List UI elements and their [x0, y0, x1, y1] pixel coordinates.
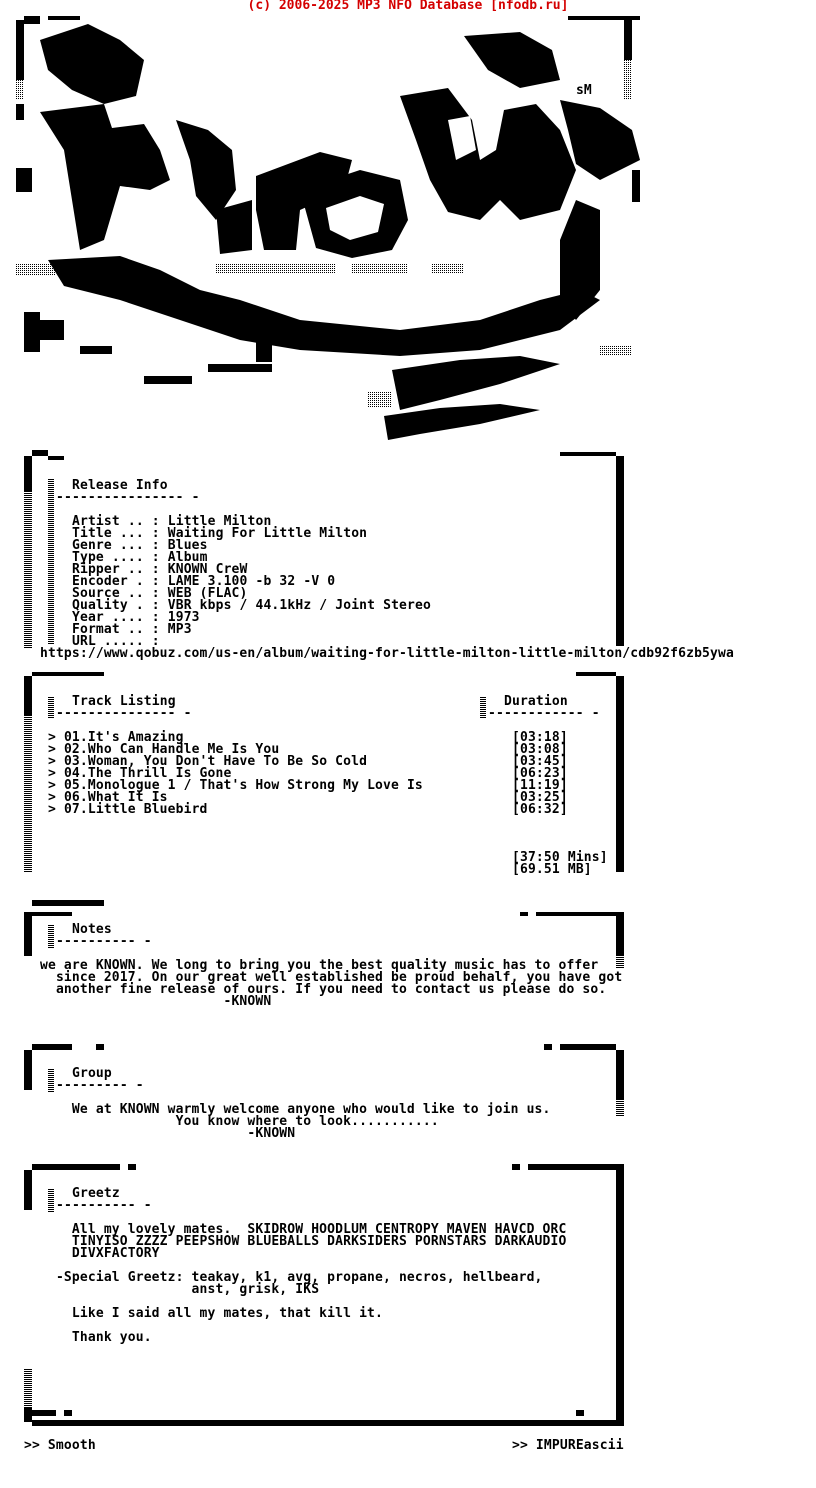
- notes-line: we are KNOWN. We long to bring you the best quality music has to offer: [40, 958, 599, 973]
- track-duration: [03:45]: [512, 754, 568, 769]
- release-label: Ripper .. :: [72, 562, 160, 577]
- release-label: Source .. :: [72, 586, 160, 601]
- group-line: You know where to look...........: [40, 1114, 439, 1129]
- track-title: > 06.What It Is: [48, 790, 168, 805]
- release-label: Artist .. :: [72, 514, 160, 529]
- track-duration: [11:19]: [512, 778, 568, 793]
- logo-letters: [24, 24, 640, 440]
- greetz-line: Like I said all my mates, that kill it.: [40, 1306, 383, 1321]
- release-label: Type .... :: [72, 550, 160, 565]
- release-label: Encoder . :: [72, 574, 160, 589]
- greetz-line: Thank you.: [40, 1330, 152, 1345]
- greetz-line: TINYISO ZZZZ PEEPSHOW BLUEBALLS DARKSIDERS PORNSTARS DARKAUDIO: [40, 1234, 567, 1249]
- group-heading: Group: [72, 1066, 112, 1081]
- track-title: > 07.Little Bluebird: [48, 802, 208, 817]
- track-title: > 03.Woman, You Don't Have To Be So Cold: [48, 754, 368, 769]
- notes-rule: ---------- -: [56, 934, 152, 949]
- release-label: Format .. :: [72, 622, 160, 637]
- footer-left: >> Smooth: [24, 1438, 96, 1453]
- duration-rule: ------------ -: [488, 706, 600, 721]
- release-heading: Release Info: [72, 478, 168, 493]
- release-value: VBR kbps / 44.1kHz / Joint Stereo: [167, 598, 431, 613]
- footer-right: >> IMPUREascii: [512, 1438, 624, 1453]
- track-duration: [06:23]: [512, 766, 568, 781]
- greetz-line: anst, grisk, IKS: [40, 1282, 320, 1297]
- release-value: 1973: [167, 610, 200, 625]
- release-value: WEB (FLAC): [167, 586, 248, 601]
- credit-line: (c) 2006-2025 MP3 NFO Database [nfodb.ru]: [247, 0, 569, 13]
- notes-line: since 2017. On our great well established be proud behalf, you have got: [40, 970, 623, 985]
- greetz-rule: ---------- -: [56, 1198, 152, 1213]
- track-title: > 02.Who Can Handle Me Is You: [48, 742, 280, 757]
- release-value: Little Milton: [167, 514, 272, 529]
- notes-line: -KNOWN: [40, 994, 272, 1009]
- track-duration: [03:25]: [512, 790, 568, 805]
- release-label: Quality . :: [72, 598, 160, 613]
- release-label: Title ... :: [72, 526, 160, 541]
- greetz-heading: Greetz: [72, 1186, 120, 1201]
- total-time: [37:50 Mins]: [512, 850, 608, 865]
- release-value: Blues: [167, 538, 208, 553]
- release-value: MP3: [167, 622, 192, 637]
- release-label: Genre ... :: [72, 538, 160, 553]
- notes-line: another fine release of ours. If you need to contact us please do so.: [40, 982, 607, 997]
- known-ascii-logo: [0, 0, 816, 448]
- track-title: > 05.Monologue 1 / That's How Strong My Love Is: [48, 778, 423, 793]
- release-url[interactable]: https://www.qobuz.com/us-en/album/waiting-for-little-milton-little-milton/cdb92f6zb5ywa: [40, 646, 734, 661]
- track-duration: [03:18]: [512, 730, 568, 745]
- greetz-line: DIVXFACTORY: [40, 1246, 160, 1261]
- track-duration: [03:08]: [512, 742, 568, 757]
- track-duration: [06:32]: [512, 802, 568, 817]
- release-value: KNOWN CreW: [167, 562, 248, 577]
- group-rule: --------- -: [56, 1078, 144, 1093]
- release-value: Album: [167, 550, 208, 565]
- tracks-heading-rule: --------------- -: [56, 706, 192, 721]
- track-title: > 04.The Thrill Is Gone: [48, 766, 232, 781]
- greetz-line: -Special Greetz: teakay, k1, avg, propane, necros, hellbeard,: [40, 1270, 543, 1285]
- group-line: We at KNOWN warmly welcome anyone who would like to join us.: [40, 1102, 551, 1117]
- release-value: LAME 3.100 -b 32 -V 0: [167, 574, 336, 589]
- release-value: Waiting For Little Milton: [167, 526, 368, 541]
- group-line: -KNOWN: [40, 1126, 296, 1141]
- greetz-line: All my lovely mates. SKIDROW HOODLUM CENTROPY MAVEN HAVCD ORC: [40, 1222, 567, 1237]
- logo-signature: sM: [576, 83, 592, 98]
- duration-heading: Duration: [504, 694, 568, 709]
- release-rule: ---------------- -: [56, 490, 200, 505]
- total-size: [69.51 MB]: [512, 862, 592, 877]
- notes-heading: Notes: [72, 922, 112, 937]
- track-title: > 01.It's Amazing: [48, 730, 184, 745]
- tracks-heading: Track Listing: [72, 694, 176, 709]
- release-label: URL ..... :: [72, 634, 160, 649]
- release-label: Year .... :: [72, 610, 160, 625]
